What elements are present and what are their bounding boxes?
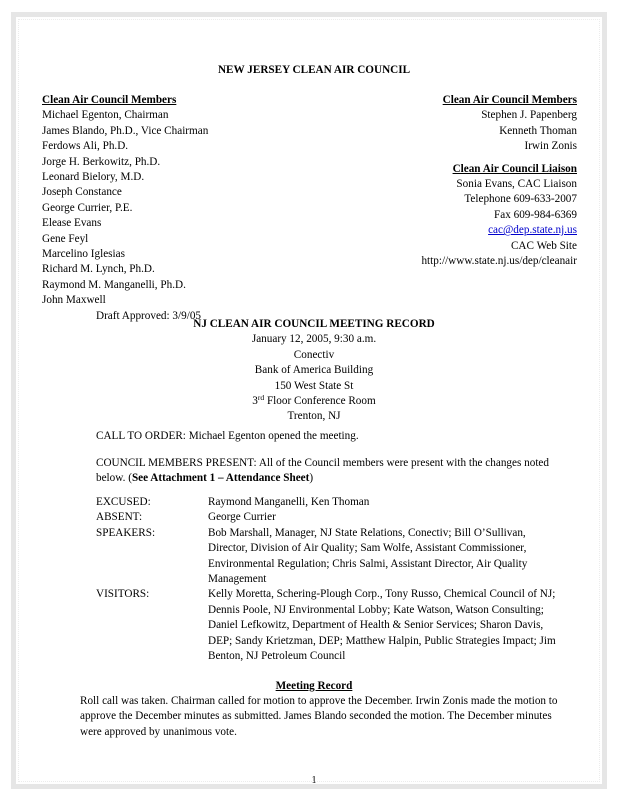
member-name: Gene Feyl (42, 232, 89, 245)
member-name: James Blando, Ph.D., Vice Chairman (42, 124, 209, 137)
member-name: Marcelino Iglesias (42, 248, 125, 261)
attendance-label: VISITORS: (96, 588, 150, 601)
attendance-value: Raymond Manganelli, Ken Thoman (208, 496, 370, 508)
attendance-label: EXCUSED: (96, 496, 151, 508)
attendance-value: Bob Marshall, Manager, NJ State Relations, Conectiv; Bill O’Sullivan, Director, Division of Air Quality; Sam Wolfe, Assistant Commissioner, Environmental Regulation; Chris Salmi, Assistant Director, Air Quality Management (208, 526, 528, 586)
council-members-left (42, 93, 208, 324)
document-title: NEW JERSEY CLEAN AIR COUNCIL (217, 64, 411, 76)
attendance-value: Kelly Moretta, Schering-Plough Corp., Tony Russo, Chemical Council of NJ; Dennis Poole, NJ Environmental Lobby; Kate Watson, Watson Consulting; Daniel Lefkowitz, Department of Health & Senior Services; Sharon Davis, DEP; Sandy Krietzman, DEP; Matthew Halpin, Public Strategies Impact; Jim Benton, NJ Petroleum Council (208, 588, 556, 663)
member-name: Elease Evans (42, 217, 102, 230)
meeting-building: Bank of America Building (254, 364, 374, 377)
member-name: Richard M. Lynch, Ph.D. (42, 263, 155, 276)
meeting-floor: 3rd Floor Conference Room (252, 393, 376, 408)
attendance-label: SPEAKERS: (96, 526, 156, 539)
members-present: COUNCIL MEMBERS PRESENT: All of the Council members were present with the changes noted below. (See Attachment 1 – Attendance Sheet) (96, 457, 549, 485)
member-name: Leonard Bielory, M.D. (42, 171, 145, 184)
attendance-label: ABSENT: (96, 511, 143, 524)
member-name: Stephen J. Papenberg (481, 109, 577, 122)
meeting-record-body: Roll call was taken. Chairman called for motion to approve the December. Irwin Zonis made the motion to approve the December minutes as submitted. James Blando seconded the motion. The December minutes were approved by unanimous vote. (80, 695, 558, 738)
liaison-telephone: Telephone 609-633-2007 (464, 193, 577, 206)
member-name: Joseph Constance (42, 186, 122, 199)
meeting-city: Trenton, NJ (287, 410, 341, 423)
member-name: George Currier, P.E. (42, 201, 133, 214)
liaison-name: Sonia Evans, CAC Liaison (456, 178, 577, 191)
members-heading-left: Clean Air Council Members (42, 94, 177, 106)
member-name: John Maxwell (42, 294, 106, 307)
member-name: Jorge H. Berkowitz, Ph.D. (42, 155, 161, 168)
member-name: Ferdows Ali, Ph.D. (42, 140, 129, 153)
liaison-heading: Clean Air Council Liaison (452, 162, 577, 175)
attendance-value: George Currier (208, 511, 276, 524)
attendance-row (96, 526, 566, 588)
attendance-row (96, 587, 566, 664)
member-name: Irwin Zonis (524, 140, 577, 153)
meeting-date: January 12, 2005, 9:30 a.m. (251, 333, 377, 346)
meeting-record-title: NJ CLEAN AIR COUNCIL MEETING RECORD (193, 318, 435, 330)
member-name: Raymond M. Manganelli, Ph.D. (42, 278, 186, 291)
page-number: 1 (311, 775, 317, 786)
attendance-row (96, 495, 566, 510)
meeting-street: 150 West State St (274, 379, 354, 392)
meeting-org: Conectiv (293, 348, 335, 361)
document-page (11, 12, 607, 789)
attendance-table (96, 495, 566, 664)
member-name: Michael Egenton, Chairman (42, 109, 169, 122)
council-members-right (421, 93, 577, 269)
members-heading-right: Clean Air Council Members (442, 94, 577, 106)
call-to-order: CALL TO ORDER: Michael Egenton opened the meeting. (96, 430, 359, 442)
liaison-email-link[interactable]: cac@dep.state.nj.us (488, 224, 577, 237)
meeting-header (16, 317, 612, 425)
attendance-row (96, 510, 566, 525)
liaison-fax: Fax 609-984-6369 (494, 208, 577, 221)
meeting-record-heading: Meeting Record (275, 680, 353, 692)
member-name: Kenneth Thoman (499, 124, 577, 137)
website-label: CAC Web Site (510, 239, 577, 252)
website-url: http://www.state.nj.us/dep/cleanair (421, 255, 577, 268)
draft-approved: Draft Approved: 3/9/05 (96, 309, 202, 322)
